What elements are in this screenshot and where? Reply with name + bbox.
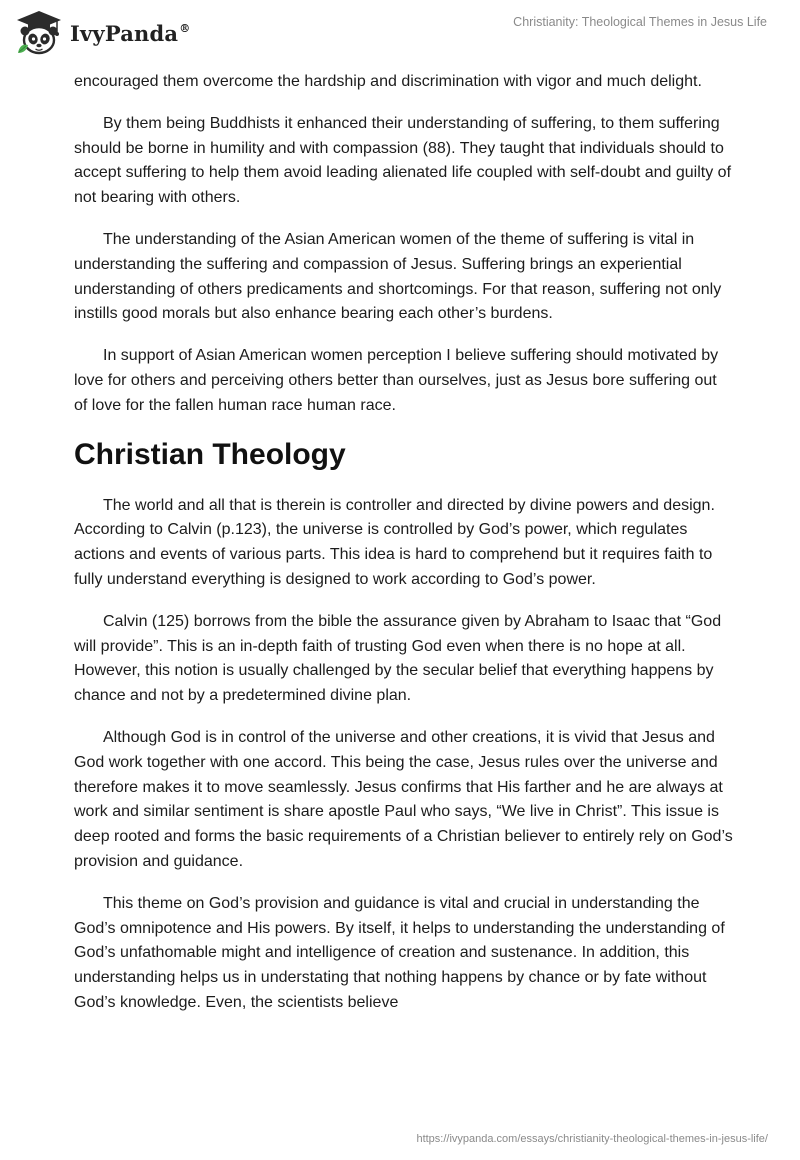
paragraph: Calvin (125) borrows from the bible the assurance given by Abraham to Isaac that “God will provide”. This is an in-depth faith of trusting God even when there is no hope at all. However, this notion is usually challenged by the secular belief that everything happens by chance and not by a predetermined divine plan. (74, 612, 722, 705)
panda-graduate-icon (14, 9, 64, 57)
paragraph: Although God is in control of the universe and other creations, it is vivid that Jesus and God work together with one accord. This being the case, Jesus rules over the universe and therefore makes it to move seamlessly. Jesus confirms that His farther and he are always at work and similar sentiment is share apostle Paul who says, “We live in Christ”. This issue is deep rooted and forms the basic requirements of a Christian believer to entirely rely on God’s provision and guidance. (74, 728, 733, 870)
source-url[interactable]: https://ivypanda.com/essays/christianity-theological-themes-in-jesus-life/ (416, 1133, 768, 1145)
paragraph: In support of Asian American women perception I believe suffering should motivated by love for others and perceiving others better than ourselves, just as Jesus bore suffering out of love for the fallen human race human race. (74, 347, 719, 414)
paragraph: By them being Buddhists it enhanced their understanding of suffering, to them suffering should be borne in humility and with compassion (88). They taught that individuals should to accept suffering to help them avoid leading alienated life coupled with self-doubt and guilty of not bearing with others. (74, 114, 732, 207)
running-title: Christianity: Theological Themes in Jesus Life (513, 15, 767, 29)
section-heading: Christian Theology (74, 437, 346, 471)
essay-body (74, 70, 734, 1033)
paragraph: encouraged them overcome the hardship and discrimination with vigor and much delight. (74, 73, 702, 90)
paragraph: This theme on God’s provision and guidance is vital and crucial in understanding the God’s omnipotence and His powers. By itself, it helps to understanding the understanding of God’s unfathomable might and intelligence of creation and sustenance. In addition, this understanding helps us in understating that nothing happens by chance or by fate without God’s knowledge. Even, the scientists believe (74, 894, 725, 1011)
ivypanda-logo[interactable] (14, 8, 190, 58)
paragraph: The understanding of the Asian American women of the theme of suffering is vital in understanding the suffering and compassion of Jesus. Suffering brings an experiential understanding of others predicaments and shortcomings. For that reason, suffering not only instills good morals but also enhance bearing each other’s burdens. (74, 230, 722, 323)
paragraph: The world and all that is therein is controller and directed by divine powers and design. According to Calvin (p.123), the universe is controlled by God’s power, which regulates actions and events of various parts. This idea is hard to comprehend but it requires faith to fully understand everything is designed to work according to God’s power. (74, 496, 715, 588)
brand-name: IvyPanda® (70, 20, 191, 46)
page-header (0, 0, 800, 62)
